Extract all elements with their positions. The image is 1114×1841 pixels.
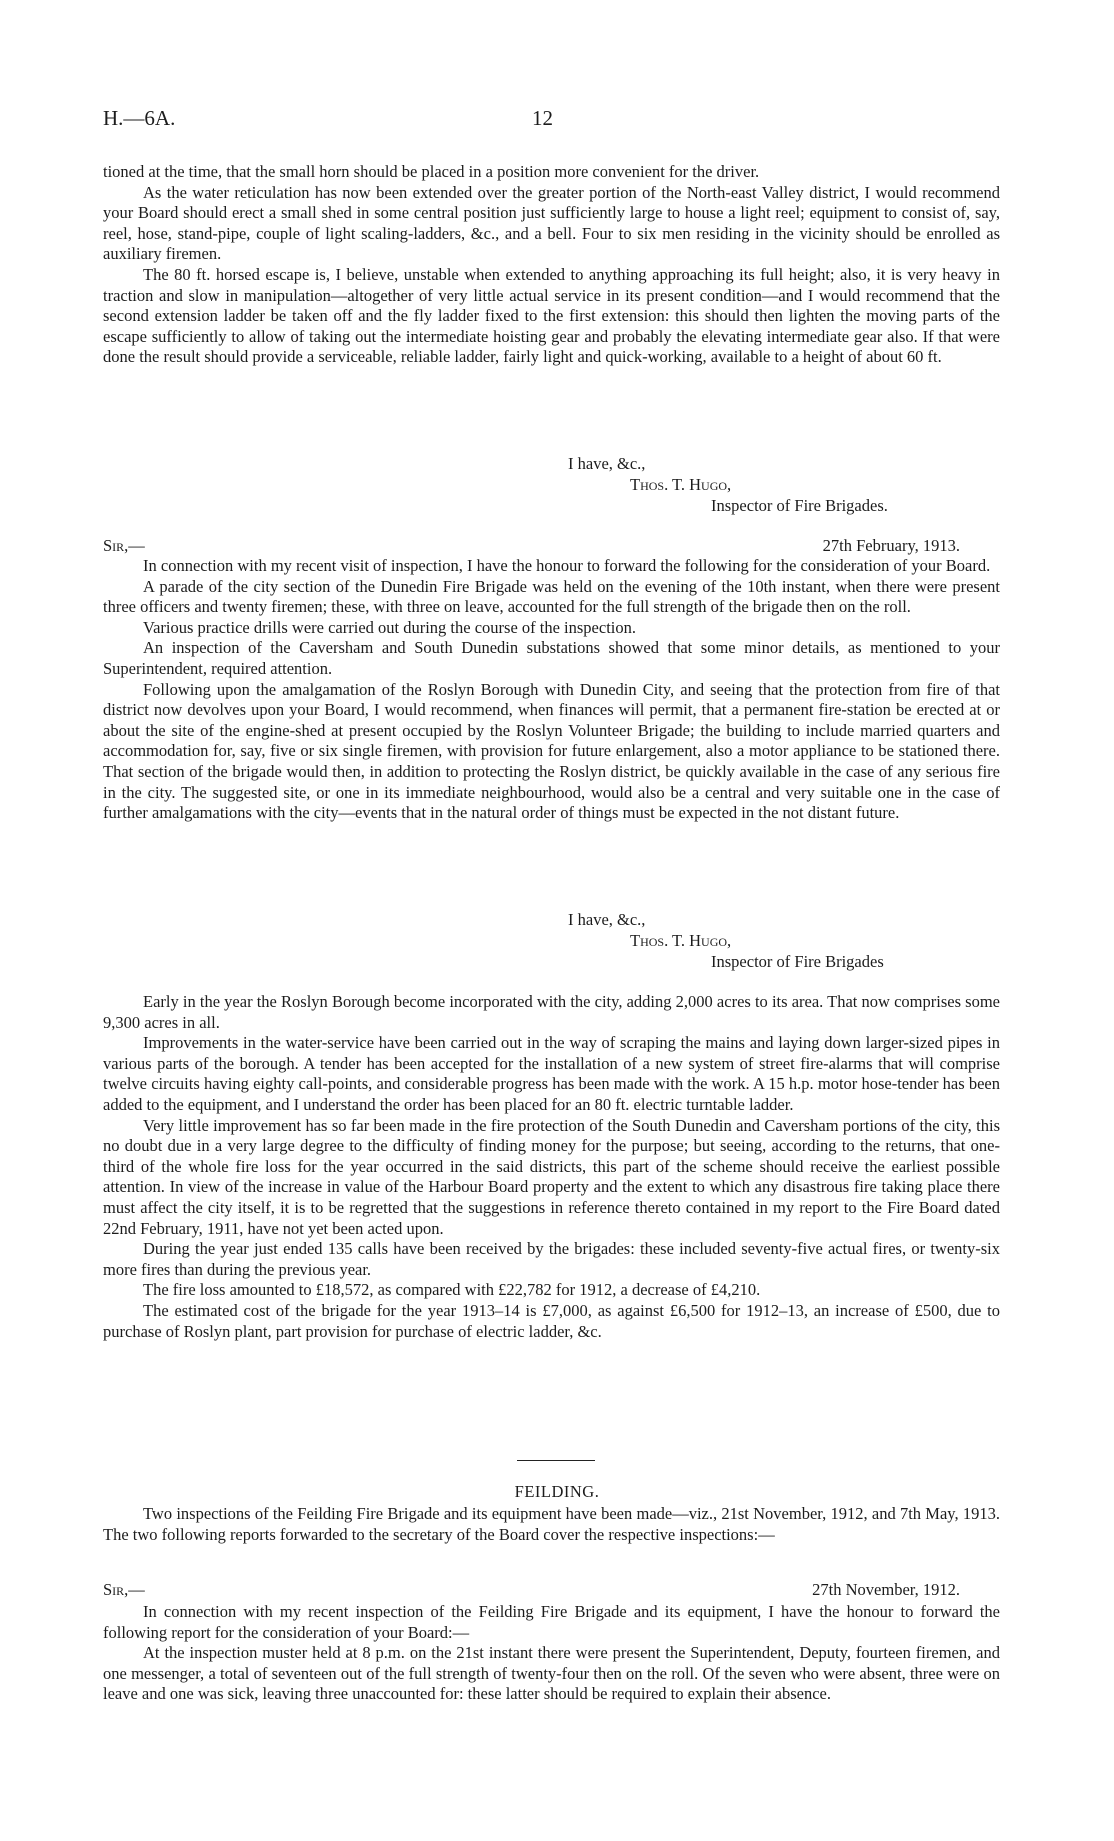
paragraph: At the inspection muster held at 8 p.m. on the 21st instant there were present the Superintendent, Deputy, fourteen firemen, and one messenger, a total of seventeen out of the full strength of twenty-four then on the roll. Of the seven who were absent, three were on leave and one was sick, leaving three unaccounted for: these latter should be required to explain their absence. <box>103 1643 1000 1704</box>
signatory-title: Inspector of Fire Brigades <box>711 952 884 971</box>
paragraph: Two inspections of the Feilding Fire Brigade and its equipment have been made—viz., 21st November, 1912, and 7th May, 1913. The two following reports forwarded to the secretary of the Board cover the respective inspections:— <box>103 1504 1000 1544</box>
section-divider <box>517 1460 595 1461</box>
paragraph: Early in the year the Roslyn Borough become incorporated with the city, adding 2,000 acres to its area. That now comprises some 9,300 acres in all. <box>103 992 1000 1032</box>
paragraph: tioned at the time, that the small horn should be placed in a position more convenient for the driver. <box>103 162 760 181</box>
salutation: Sir,— <box>103 1580 145 1599</box>
paragraph: In connection with my recent inspection of the Feilding Fire Brigade and its equipment, I have the honour to forward the following report for the consideration of your Board:— <box>103 1602 1000 1642</box>
letter-body <box>103 1602 1000 1705</box>
signatory-title: Inspector of Fire Brigades. <box>711 496 888 515</box>
closing-line: I have, &c., <box>568 454 646 473</box>
signatory-name: Thos. T. Hugo, <box>630 931 732 950</box>
salutation: Sir,— <box>103 536 145 555</box>
closing-line: I have, &c., <box>568 910 646 929</box>
letter-date: 27th February, 1913. <box>822 536 960 555</box>
letter-date: 27th November, 1912. <box>812 1580 960 1599</box>
letter-header <box>103 536 960 557</box>
series-code: H.—6A. <box>103 106 176 130</box>
paragraph: The 80 ft. horsed escape is, I believe, unstable when extended to anything approaching its full height; also, it is very heavy in traction and slow in manipulation—altogether of very little actual service in its present condition—and I would recommend that the second extension ladder be taken off and the fly ladder fixed to the first extension: this should then lighten the moving parts of the escape sufficiently to allow of taking out the intermediate hoisting gear and probably the elevating intermediate gear also. If that were done the result should provide a serviceable, reliable ladder, fairly light and quick-working, available to a height of about 60 ft. <box>103 264 1000 367</box>
paragraph: Improvements in the water-service have been carried out in the way of scraping the mains and laying down larger-sized pipes in various parts of the borough. A tender has been accepted for the installation of a new system of street fire-alarms that will comprise twelve circuits having eighty call-points, and considerable progress has been made with the work. A 15 h.p. motor hose-tender has been added to the equipment, and I understand the order has been placed for an 80 ft. electric turntable ladder. <box>103 1033 1000 1114</box>
paragraph: In connection with my recent visit of inspection, I have the honour to forward the following for the consideration of your Board. <box>143 556 991 575</box>
signatory-name: Thos. T. Hugo, <box>630 475 732 494</box>
paragraph: Very little improvement has so far been made in the fire protection of the South Dunedin and Caversham portions of the city, this no doubt due in a very large degree to the difficulty of finding money for the purpose; but seeing, according to the returns, that one-third of the whole fire loss for the year occurred in the said districts, this part of the scheme should receive the earliest possible attention. In view of the increase in value of the Harbour Board property and the extent to which any disastrous fire taking place there must affect the city itself, it is to be regretted that the suggestions in reference thereto contained in my report to the Fire Board dated 22nd February, 1911, have not yet been acted upon. <box>103 1115 1000 1238</box>
paragraph: As the water reticulation has now been extended over the greater portion of the North-east Valley district, I would recommend your Board should erect a small shed in some central position just sufficiently large to house a light reel; equipment to consist of, say, reel, hose, stand-pipe, couple of light scaling-ladders, &c., and a bell. Four to six men residing in the vicinity should be enrolled as auxiliary firemen. <box>103 182 1000 264</box>
section-intro <box>103 1504 1000 1545</box>
paragraph: The fire loss amounted to £18,572, as compared with £22,782 for 1912, a decrease of £4,210. <box>143 1280 761 1300</box>
report-continuation <box>103 162 1000 368</box>
annual-summary <box>103 992 1000 1342</box>
paragraph: During the year just ended 135 calls have been received by the brigades: these included seventy-five actual fires, or twenty-six more fires than during the previous year. <box>103 1239 1000 1279</box>
paragraph: A parade of the city section of the Dunedin Fire Brigade was held on the evening of the 10th instant, when there were present three officers and twenty firemen; these, with three on leave, accounted for the full strength of the brigade then on the roll. <box>103 576 1000 617</box>
paragraph: An inspection of the Caversham and South Dunedin substations showed that some minor details, as mentioned to your Superintendent, required attention. <box>103 638 1000 678</box>
letter-body <box>103 556 1000 824</box>
paragraph: The estimated cost of the brigade for the year 1913–14 is £7,000, as against £6,500 for 1912–13, an increase of £500, due to purchase of Roslyn plant, part provision for purchase of electric ladder, &c. <box>103 1300 1000 1341</box>
page-number: 12 <box>532 106 553 130</box>
letter-header <box>103 1580 960 1601</box>
paragraph: Various practice drills were carried out during the course of the inspection. <box>143 617 636 637</box>
paragraph: Following upon the amalgamation of the Roslyn Borough with Dunedin City, and seeing that the protection from fire of that district now devolves upon your Board, I would recommend, when finances will permit, that a permanent fire-station be erected at or about the site of the engine-shed at present occupied by the Roslyn Volunteer Brigade; the building to include married quarters and accommodation for, say, five or six single firemen, with provision for future enlargement, also a motor appliance to be stationed there. That section of the brigade would then, in addition to protecting the Roslyn district, be quickly available in the case of any serious fire in the city. The suggested site, or one in its immediate neighbourhood, would also be a central and very suitable one in the case of further amalgamations with the city—events that in the natural order of things must be expected in the not distant future. <box>103 679 1000 823</box>
section-heading: FEILDING. <box>514 1482 600 1501</box>
